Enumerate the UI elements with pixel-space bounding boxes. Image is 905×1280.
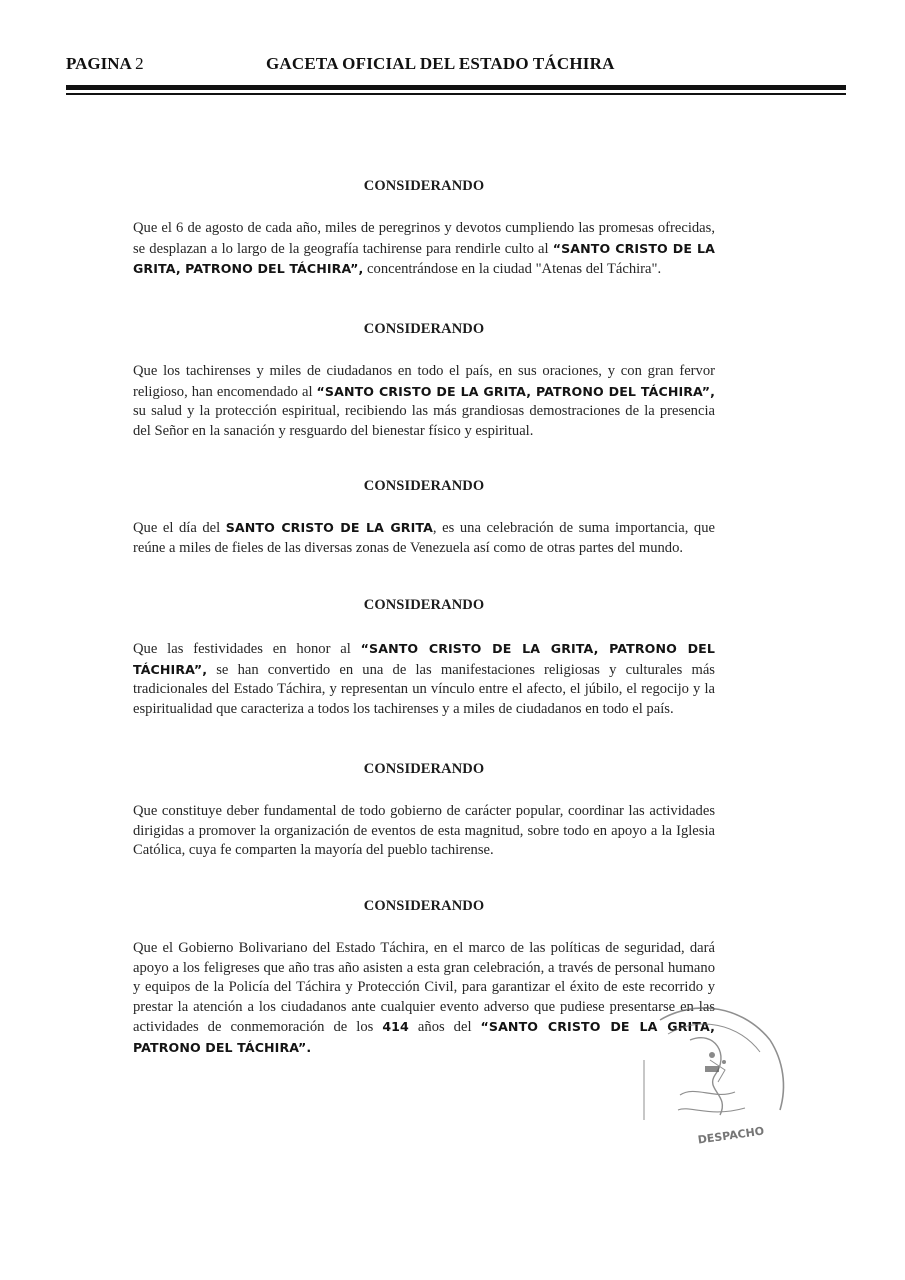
section-heading-3: CONSIDERANDO [363, 478, 485, 494]
section-heading-4: CONSIDERANDO [363, 597, 485, 613]
section-paragraph-4 [133, 639, 715, 719]
text-run: Que los tachirenses y miles de ciudadanos en todo el país, en sus oraciones, y con gran fervor religioso, han encomendado al [133, 363, 715, 400]
section-paragraph-2 [133, 362, 715, 441]
text-run: , es una celebración de suma importancia, que reúne a miles de fieles de las diversas zonas de Venezuela así como de otras partes del mundo. [133, 520, 715, 556]
section-heading-5: CONSIDERANDO [363, 761, 485, 777]
text-run: concentrándose en la ciudad "Atenas del Táchira". [363, 261, 662, 277]
bold-text-run: “SANTO CRISTO DE LA GRITA, PATRONO DEL TÁCHIRA”, [316, 383, 715, 399]
text-run: se han convertido en una de las manifestaciones religiosas y culturales más tradicionales del Estado Táchira, y representan un vínculo entre el afecto, el júbilo, el regocijo y la espiritualidad que caracteriza a todos los tachirenses y a miles de ciudadanos en todo el país. [133, 661, 715, 717]
header-rule-thin [66, 93, 846, 95]
text-run: Que el 6 de agosto de cada año, miles de peregrinos y devotos cumpliendo las promesas ofrecidas, se desplazan a lo largo de la geografía tachirense para rendirle culto al [133, 220, 715, 257]
section-paragraph-1 [133, 219, 715, 280]
text-run: su salud y la protección espiritual, recibiendo las más grandiosas demostraciones de la presencia del Señor en la sanación y resguardo del bienestar físico y espiritual. [133, 403, 715, 439]
text-run: Que el día del [133, 520, 226, 536]
text-run: Que constituye deber fundamental de todo gobierno de carácter popular, coordinar las actividades dirigidas a promover la organización de eventos de esta magnitud, sobre todo en apoyo a la Iglesia Católica, cuya fe comparten la mayoría del pueblo tachirense. [133, 803, 715, 858]
bold-text-run: “SANTO CRISTO DE LA GRITA, PATRONO DEL TÁCHIRA”. [133, 1019, 715, 1055]
text-run: Que las festividades en honor al [133, 641, 361, 657]
section-paragraph-5 [133, 802, 715, 861]
text-run: años del [408, 1019, 481, 1035]
section-paragraph-3 [133, 518, 715, 558]
section-heading-2: CONSIDERANDO [363, 321, 485, 337]
official-seal-icon [620, 1000, 790, 1150]
bold-text-run: “SANTO CRISTO DE LA GRITA, PATRONO DEL TÁCHIRA”, [133, 240, 715, 276]
gazette-title: GACETA OFICIAL DEL ESTADO TÁCHIRA [266, 54, 615, 73]
bold-text-run: 414 [382, 1019, 409, 1034]
page-number: 2 [135, 54, 144, 73]
gazette-header [66, 54, 846, 82]
page-label: PAGINA 2 [66, 54, 144, 73]
header-rule-thick [66, 85, 846, 90]
bold-text-run: “SANTO CRISTO DE LA GRITA, PATRONO DEL TÁCHIRA”, [133, 641, 715, 677]
text-run: Que el Gobierno Bolivariano del Estado Táchira, en el marco de las políticas de seguridad, dará apoyo a los feligreses que año tras año asisten a esta gran celebración, a través de personal humano y equipos de la Policía del Táchira y Protección Civil, para garantizar el éxito de este recorrido y prestar la atención a los ciudadanos ante cualquier evento adverso que pudiese presentarse en las actividades de conmemoración de los [133, 940, 715, 1035]
section-heading-6: CONSIDERANDO [363, 898, 485, 914]
seal-text: DESPACHO [697, 1124, 765, 1147]
bold-text-run: SANTO CRISTO DE LA GRITA [225, 520, 433, 535]
section-heading-1: CONSIDERANDO [363, 178, 485, 194]
